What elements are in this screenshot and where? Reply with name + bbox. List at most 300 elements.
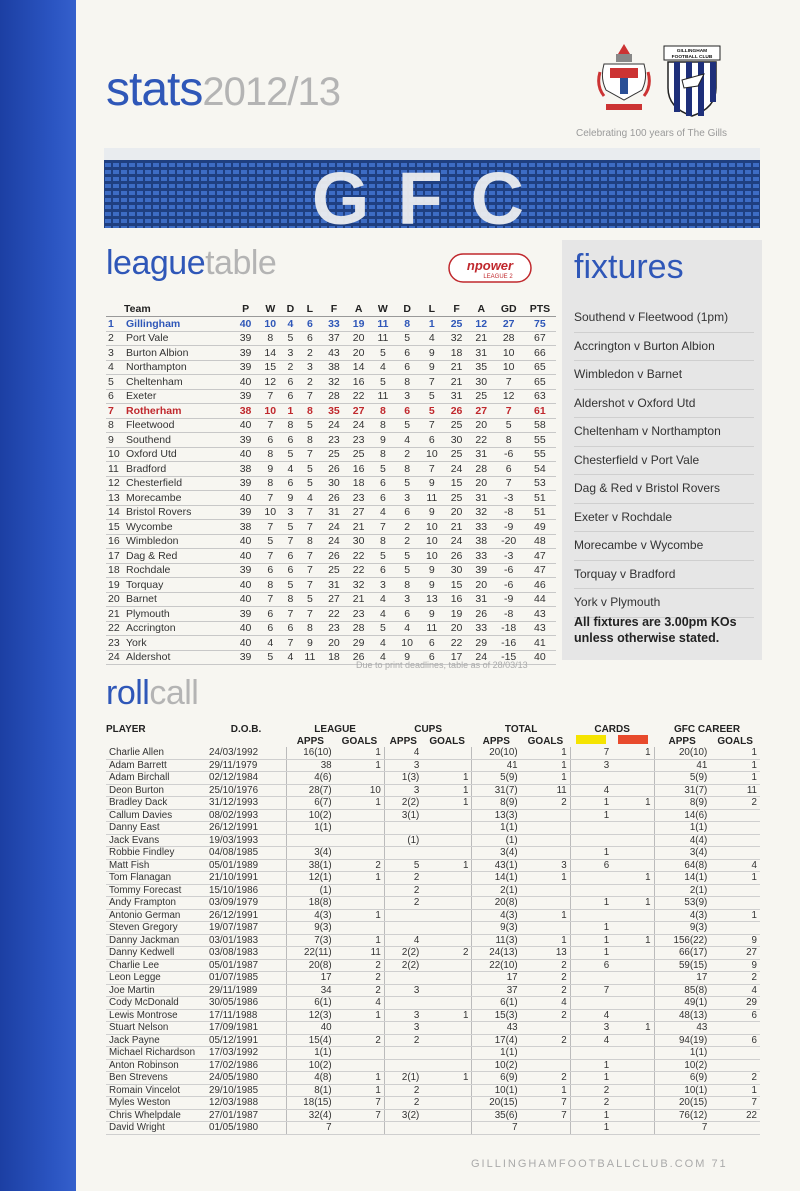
- yellow-card-swatch: [570, 735, 612, 747]
- league-cell: 40: [524, 650, 556, 665]
- league-cell: 22: [469, 433, 494, 448]
- player-name: Danny Jackman: [106, 934, 206, 947]
- player-stat: 31(7): [472, 784, 521, 797]
- player-stat: 11: [521, 784, 571, 797]
- league-cell: 7: [258, 549, 283, 564]
- league-cell: 25: [322, 563, 347, 578]
- player-stat: 17(4): [472, 1034, 521, 1047]
- footer-site: GILLINGHAMFOOTBALLCLUB.COM: [471, 1158, 707, 1170]
- league-cell: 9: [419, 346, 444, 361]
- player-stat: 15(4): [286, 1034, 335, 1047]
- league-team-cell: Bradford: [124, 462, 233, 477]
- player-stat: 2: [570, 1097, 612, 1110]
- league-cell: 8: [298, 433, 321, 448]
- league-cell: -6: [494, 563, 524, 578]
- player-dob: 03/01/1983: [206, 934, 286, 947]
- league-col-header: GD: [494, 302, 524, 317]
- league-cell: 10: [419, 447, 444, 462]
- league-cell: 8: [395, 462, 420, 477]
- league-col-header: P: [233, 302, 258, 317]
- league-cell: 12: [494, 389, 524, 404]
- player-stat: [521, 884, 571, 897]
- player-stat: 6: [710, 1034, 760, 1047]
- league-cell: 49: [524, 520, 556, 535]
- league-cell: 8: [283, 418, 299, 433]
- league-cell: 20: [106, 592, 124, 607]
- league-cell: 40: [233, 578, 258, 593]
- player-stat: [384, 997, 422, 1010]
- league-col-header: Team: [124, 302, 233, 317]
- player-stat: 14(1): [654, 872, 710, 885]
- player-name: Michael Richardson: [106, 1047, 206, 1060]
- league-cell: 31: [322, 578, 347, 593]
- league-cell: 55: [524, 433, 556, 448]
- league-cell: -15: [494, 650, 524, 665]
- league-cell: 5: [371, 346, 395, 361]
- player-name: Deon Burton: [106, 784, 206, 797]
- league-cell: 53: [524, 476, 556, 491]
- league-cell: 8: [395, 317, 420, 332]
- league-cell: 20: [469, 418, 494, 433]
- player-stat: 64(8): [654, 859, 710, 872]
- player-stat: 1(1): [472, 1047, 521, 1060]
- league-team-cell: Plymouth: [124, 607, 233, 622]
- league-cell: 28: [494, 331, 524, 346]
- player-stat: 38: [286, 759, 335, 772]
- league-cell: 10: [258, 404, 283, 419]
- league-cell: -6: [494, 447, 524, 462]
- league-cell: -9: [494, 520, 524, 535]
- player-stat: 9(3): [472, 922, 521, 935]
- league-cell: 48: [524, 534, 556, 549]
- player-stat: 17: [654, 972, 710, 985]
- player-stat: 2: [384, 1084, 422, 1097]
- league-cell: 25: [444, 447, 469, 462]
- player-stat: [612, 884, 654, 897]
- player-stat: 94(19): [654, 1034, 710, 1047]
- league-cell: 21: [346, 592, 371, 607]
- league-cell: 7: [258, 491, 283, 506]
- player-dob: 25/10/1976: [206, 784, 286, 797]
- league-cell: 9: [106, 433, 124, 448]
- player-stat: 2: [710, 972, 760, 985]
- player-stat: 3(1): [384, 809, 422, 822]
- player-name: Romain Vincelot: [106, 1084, 206, 1097]
- player-row: [106, 1109, 760, 1122]
- player-name: Tom Flanagan: [106, 872, 206, 885]
- league-cell: 15: [444, 578, 469, 593]
- league-cell: 40: [233, 491, 258, 506]
- player-stat: 1(1): [654, 822, 710, 835]
- player-name: Charlie Lee: [106, 959, 206, 972]
- player-stat: [384, 847, 422, 860]
- league-cell: 14: [258, 346, 283, 361]
- league-cell: 46: [524, 578, 556, 593]
- league-cell: 8: [395, 578, 420, 593]
- league-cell: 10: [106, 447, 124, 462]
- player-stat: 4: [570, 784, 612, 797]
- league-cell: 30: [346, 534, 371, 549]
- player-stat: 1: [422, 772, 472, 785]
- player-stat: 1: [612, 1022, 654, 1035]
- player-stat: 1: [570, 797, 612, 810]
- player-stat: 1: [335, 797, 385, 810]
- player-name: Bradley Dack: [106, 797, 206, 810]
- league-cell: 10: [395, 636, 420, 651]
- league-cell: 5: [371, 621, 395, 636]
- league-cell: 27: [494, 317, 524, 332]
- league-row: [106, 549, 556, 564]
- player-stat: [521, 1059, 571, 1072]
- league-cell: 4: [371, 360, 395, 375]
- league-cell: -8: [494, 607, 524, 622]
- player-stat: 1: [570, 897, 612, 910]
- league-cell: 23: [106, 636, 124, 651]
- player-dob: 30/05/1986: [206, 997, 286, 1010]
- league-cell: 21: [469, 331, 494, 346]
- player-dob: 21/10/1991: [206, 872, 286, 885]
- league-cell: 23: [322, 433, 347, 448]
- league-cell: 66: [524, 346, 556, 361]
- league-cell: 10: [258, 505, 283, 520]
- player-stat: 1: [710, 909, 760, 922]
- player-stat: 6(1): [286, 997, 335, 1010]
- fixtures-panel: [562, 240, 762, 660]
- svg-text:GILLINGHAM: GILLINGHAM: [676, 49, 708, 54]
- player-stat: 2(2): [384, 797, 422, 810]
- player-stat: 1: [335, 759, 385, 772]
- league-cell: 7: [258, 418, 283, 433]
- player-stat: [612, 1034, 654, 1047]
- league-row: [106, 563, 556, 578]
- page-content: [76, 0, 800, 1191]
- league-cell: 26: [322, 491, 347, 506]
- player-name: Jack Payne: [106, 1034, 206, 1047]
- league-cell: 4: [258, 636, 283, 651]
- roll-call-title: rollcall: [106, 674, 199, 712]
- player-stat: 1: [710, 759, 760, 772]
- player-dob: 19/03/1993: [206, 834, 286, 847]
- league-cell: 7: [298, 578, 321, 593]
- league-team-cell: Burton Albion: [124, 346, 233, 361]
- player-stat: [612, 1047, 654, 1060]
- centenary-caption: Celebrating 100 years of The Gills: [576, 128, 728, 139]
- player-name: Stuart Nelson: [106, 1022, 206, 1035]
- league-cell: 4: [371, 592, 395, 607]
- league-cell: 2: [395, 447, 420, 462]
- league-row: [106, 578, 556, 593]
- player-stat: 20(10): [654, 747, 710, 759]
- league-cell: 26: [346, 650, 371, 665]
- player-name: Lewis Montrose: [106, 1009, 206, 1022]
- left-blue-bar: [0, 0, 76, 1191]
- league-cell: 21: [444, 375, 469, 390]
- player-stat: [612, 772, 654, 785]
- player-row: [106, 997, 760, 1010]
- player-stat: 1: [422, 859, 472, 872]
- league-cell: 12: [258, 375, 283, 390]
- league-cell: 22: [346, 549, 371, 564]
- player-stat: 2: [335, 972, 385, 985]
- league-cell: 15: [106, 520, 124, 535]
- league-cell: 8: [258, 447, 283, 462]
- player-stat: 2: [422, 947, 472, 960]
- player-stat: 1: [335, 1084, 385, 1097]
- league-cell: 47: [524, 563, 556, 578]
- deadline-note: Due to print deadlines, table as of 28/03/13: [356, 660, 528, 670]
- player-stat: 12(3): [286, 1009, 335, 1022]
- player-name: Anton Robinson: [106, 1059, 206, 1072]
- player-stat: [335, 897, 385, 910]
- title-season: 2012/13: [202, 70, 340, 114]
- league-cell: 6: [283, 375, 299, 390]
- fixture-item: Wimbledon v Barnet: [574, 361, 754, 390]
- player-stat: [710, 884, 760, 897]
- league-cell: 10: [419, 534, 444, 549]
- player-stat: 18(8): [286, 897, 335, 910]
- player-stat: 1: [570, 809, 612, 822]
- league-cell: 7: [258, 592, 283, 607]
- player-stat: [422, 922, 472, 935]
- player-dob: 01/05/1980: [206, 1122, 286, 1135]
- league-cell: 9: [419, 360, 444, 375]
- league-cell: 13: [106, 491, 124, 506]
- player-row: [106, 959, 760, 972]
- league-col-header: D: [283, 302, 299, 317]
- league-cell: 8: [371, 418, 395, 433]
- player-stat: 1(1): [286, 822, 335, 835]
- league-cell: 2: [106, 331, 124, 346]
- player-stat: [521, 1022, 571, 1035]
- player-stat: 1: [521, 934, 571, 947]
- league-cell: 12: [469, 317, 494, 332]
- player-stat: 2: [384, 1034, 422, 1047]
- player-stat: 1: [570, 847, 612, 860]
- player-name: Matt Fish: [106, 859, 206, 872]
- league-cell: 6: [419, 433, 444, 448]
- league-cell: 3: [395, 491, 420, 506]
- league-cell: 5: [298, 592, 321, 607]
- player-stat: 2(1): [472, 884, 521, 897]
- player-dob: 17/09/1981: [206, 1022, 286, 1035]
- player-stat: [335, 847, 385, 860]
- player-stat: 40: [286, 1022, 335, 1035]
- player-stat: 43: [654, 1022, 710, 1035]
- league-cell: 5: [371, 549, 395, 564]
- player-dob: 08/02/1993: [206, 809, 286, 822]
- player-stat: 37: [472, 984, 521, 997]
- league-cell: 27: [469, 404, 494, 419]
- league-cell: 8: [494, 433, 524, 448]
- player-stat: 9: [710, 959, 760, 972]
- player-stat: 6: [570, 859, 612, 872]
- league-cell: 11: [419, 621, 444, 636]
- league-col-header: W: [258, 302, 283, 317]
- league-cell: 6: [395, 505, 420, 520]
- league-cell: 18: [346, 476, 371, 491]
- player-dob: 03/09/1979: [206, 897, 286, 910]
- player-stat: [612, 959, 654, 972]
- league-cell: 17: [106, 549, 124, 564]
- player-stat: [335, 1047, 385, 1060]
- player-stat: [612, 1109, 654, 1122]
- league-cell: 5: [419, 389, 444, 404]
- league-cell: 17: [444, 650, 469, 665]
- player-stat: 10(2): [286, 1059, 335, 1072]
- league-cell: 23: [346, 607, 371, 622]
- player-stat: 7: [521, 1109, 571, 1122]
- league-cell: 2: [395, 534, 420, 549]
- player-stat: 5(9): [472, 772, 521, 785]
- league-cell: 6: [258, 621, 283, 636]
- league-cell: 4: [419, 331, 444, 346]
- player-stat: 2: [521, 797, 571, 810]
- player-stat: [335, 772, 385, 785]
- player-stat: 2(2): [384, 947, 422, 960]
- league-cell: 31: [469, 592, 494, 607]
- league-row: [106, 389, 556, 404]
- league-row: [106, 607, 556, 622]
- stadium-seats-image: [104, 148, 760, 228]
- league-cell: 7: [298, 447, 321, 462]
- player-stat: [710, 847, 760, 860]
- player-stat: 4: [710, 859, 760, 872]
- player-stat: 2: [335, 1034, 385, 1047]
- player-stat: [286, 834, 335, 847]
- player-stat: 20(15): [472, 1097, 521, 1110]
- league-cell: 24: [322, 534, 347, 549]
- player-stat: 1: [612, 797, 654, 810]
- player-stat: 12(1): [286, 872, 335, 885]
- svg-text:npower: npower: [466, 258, 514, 273]
- league-cell: 40: [233, 549, 258, 564]
- league-cell: 25: [322, 447, 347, 462]
- league-team-cell: Oxford Utd: [124, 447, 233, 462]
- player-stat: 6(9): [472, 1072, 521, 1085]
- player-stat: [422, 834, 472, 847]
- league-cell: 4: [395, 433, 420, 448]
- player-name: Leon Legge: [106, 972, 206, 985]
- league-cell: 37: [322, 331, 347, 346]
- league-cell: 18: [444, 346, 469, 361]
- league-cell: 7: [298, 563, 321, 578]
- fixture-item: Cheltenham v Northampton: [574, 418, 754, 447]
- league-cell: 4: [283, 317, 299, 332]
- player-stat: 2: [521, 1072, 571, 1085]
- player-stat: [422, 822, 472, 835]
- league-cell: 39: [233, 563, 258, 578]
- player-row: [106, 809, 760, 822]
- player-dob: 17/03/1992: [206, 1047, 286, 1060]
- player-stat: [422, 1022, 472, 1035]
- player-stat: (1): [286, 884, 335, 897]
- league-cell: 6: [371, 563, 395, 578]
- fixture-item: Morecambe v Wycombe: [574, 532, 754, 561]
- league-cell: 32: [469, 505, 494, 520]
- league-cell: 9: [419, 476, 444, 491]
- player-stat: 35(6): [472, 1109, 521, 1122]
- league-cell: 3: [395, 389, 420, 404]
- league-cell: 9: [419, 607, 444, 622]
- league-cell: 3: [371, 578, 395, 593]
- player-stat: 6(1): [472, 997, 521, 1010]
- player-stat: 28(7): [286, 784, 335, 797]
- league-cell: 6: [106, 389, 124, 404]
- league-row: [106, 375, 556, 390]
- player-stat: [710, 1122, 760, 1135]
- player-stat: 8(9): [654, 797, 710, 810]
- player-stat: 1: [521, 872, 571, 885]
- league-col-header: PTS: [524, 302, 556, 317]
- league-row: [106, 404, 556, 419]
- player-row: [106, 859, 760, 872]
- player-dob: 24/05/1980: [206, 1072, 286, 1085]
- player-row: [106, 1047, 760, 1060]
- league-cell: 3: [283, 346, 299, 361]
- player-name: Robbie Findley: [106, 847, 206, 860]
- player-stat: 6: [570, 959, 612, 972]
- player-stat: 2: [521, 959, 571, 972]
- league-cell: 8: [258, 578, 283, 593]
- player-stat: 2: [521, 1009, 571, 1022]
- player-stat: 10(1): [472, 1084, 521, 1097]
- player-stat: [612, 1009, 654, 1022]
- league-cell: 4: [395, 621, 420, 636]
- league-team-cell: Gillingham: [124, 317, 233, 332]
- player-stat: [384, 922, 422, 935]
- league-cell: 9: [258, 462, 283, 477]
- league-cell: 11: [371, 389, 395, 404]
- league-col-header: [106, 302, 124, 317]
- player-name: Cody McDonald: [106, 997, 206, 1010]
- player-stat: [422, 847, 472, 860]
- roll-sub-header: APPS GOALS APPS GOALS APPS GOALS APPS GOALS: [296, 735, 753, 747]
- player-stat: 22(11): [286, 947, 335, 960]
- league-cell: 40: [233, 636, 258, 651]
- player-stat: 1: [422, 1072, 472, 1085]
- roll-call-table: [106, 724, 760, 1135]
- player-stat: [612, 997, 654, 1010]
- league-col-header: A: [346, 302, 371, 317]
- player-stat: 4(3): [472, 909, 521, 922]
- league-cell: 6: [258, 607, 283, 622]
- player-stat: 156(22): [654, 934, 710, 947]
- player-stat: [422, 959, 472, 972]
- player-stat: 20(10): [472, 747, 521, 759]
- league-cell: 25: [346, 447, 371, 462]
- player-stat: 10(2): [472, 1059, 521, 1072]
- player-stat: 7: [521, 1097, 571, 1110]
- player-stat: [335, 884, 385, 897]
- player-row: [106, 797, 760, 810]
- player-stat: 1: [570, 922, 612, 935]
- player-dob: 03/08/1983: [206, 947, 286, 960]
- league-cell: 39: [233, 476, 258, 491]
- league-cell: 16: [106, 534, 124, 549]
- league-cell: 8: [371, 534, 395, 549]
- title-main: stats: [106, 63, 203, 116]
- league-cell: 26: [322, 462, 347, 477]
- player-stat: [384, 909, 422, 922]
- player-stat: 7: [335, 1097, 385, 1110]
- player-dob: 26/12/1991: [206, 822, 286, 835]
- player-stat: 10(2): [654, 1059, 710, 1072]
- player-stat: 2: [335, 959, 385, 972]
- league-row: [106, 447, 556, 462]
- player-stat: [710, 1059, 760, 1072]
- league-row: [106, 520, 556, 535]
- league-team-cell: Barnet: [124, 592, 233, 607]
